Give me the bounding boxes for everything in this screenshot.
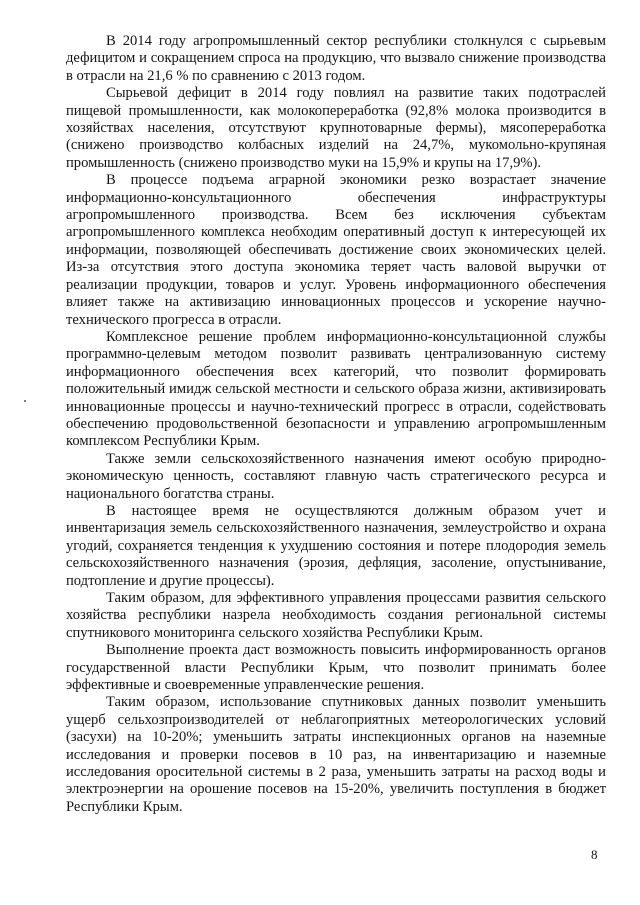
paragraph-consulting-service: Комплексное решение проблем информационно-консультационной службы программно-целевым методом позволит развивать централизованную систему информационного обеспечения всех категорий, что позволит формировать положительный имидж сельской местности и сельского образа жизни, активизировать инновационные процессы и научно-технический прогресс в отрасли, содействовать обеспечению продовольственной безопасности и управлению агропромышленным комплексом Республики Крым. xyxy=(66,328,606,450)
paragraph-agricultural-land-value: Также земли сельскохозяйственного назначения имеют особую природно-экономическую ценность, составляют главную часть стратегического ресурса и национального богатства страны. xyxy=(66,450,606,502)
paragraph-satellite-benefits: Таким образом, использование спутниковых данных позволит уменьшить ущерб сельхозпроизводителей от неблагоприятных метеорологических условий (засухи) на 10-20%; уменьшить затраты инспекционных органов на наземные исследования и проверки посевов в 10 раз, на инвентаризацию и наземные исследования оросительной системы в 2 раза, уменьшить затраты на расход воды и электроэнергии на орошение посевов на 15-20%, увеличить поступления в бюджет Республики Крым. xyxy=(66,694,606,815)
page-number: 8 xyxy=(591,847,598,862)
paragraph-information-support: В процессе подъема аграрной экономики резко возрастает значение информационно-консультационного обеспечения инфраструктуры агропромышленного производства. Всем без исключения субъектам агропромышленного комплекса необходим оперативный доступ к интересующей их информации, позволяющей обеспечивать достижение своих экономических целей. Из-за отсутствия этого доступа экономика теряет часть валовой выручки от реализации продукции, товаров и услуг. Уровень информационного обеспечения влияет также на активизацию инновационных процессов и ускорение научно-технического прогресса в отрасли. xyxy=(66,172,606,328)
paragraph-project-outcome: Выполнение проекта даст возможность повысить информированность органов государственной власти Республики Крым, что позволит принимать более эффективные и своевременные управленческие решения. xyxy=(66,642,606,694)
paragraph-production-decline: В 2014 году агропромышленный сектор республики столкнулся с сырьевым дефицитом и сокращением спроса на продукцию, что вызвало снижение производства в отрасли на 21,6 % по сравнению с 2013 годом. xyxy=(66,33,606,84)
paragraph-raw-material-deficit: Сырьевой дефицит в 2014 году повлиял на развитие таких подотраслей пищевой промышленности, как молокопереработка (92,8% молока производится в хозяйствах населения, отсутствуют крупнотоварные фермы), мясопереработка (снижено производство колбасных изделий на 24,7%, мукомольно-крупяная промышленность (снижено производство муки на 15,9% и крупы на 17,9%). xyxy=(66,85,606,171)
scan-artifact-dot xyxy=(24,400,26,402)
document-body xyxy=(66,33,606,816)
paragraph-satellite-monitoring-need: Таким образом, для эффективного управления процессами развития сельского хозяйства республики назрела необходимость создания региональной системы спутникового мониторинга сельского хозяйства Республики Крым. xyxy=(66,590,606,641)
paragraph-land-inventory: В настоящее время не осуществляются должным образом учет и инвентаризация земель сельскохозяйственного назначения, землеустройство и охрана угодий, сохраняется тенденция к ухудшению состояния и потере плодородия земель сельскохозяйственного назначения (эрозия, дефляция, засоление, опустынивание, подтопление и другие процессы). xyxy=(66,502,606,589)
